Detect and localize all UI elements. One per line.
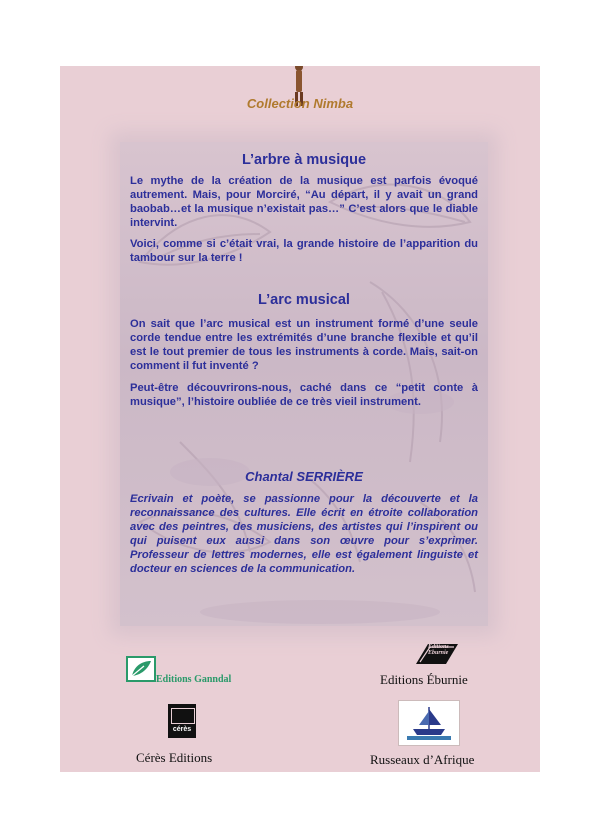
russeaux-ship-icon xyxy=(399,701,459,745)
section1-paragraph-2: Voici, comme si c’était vrai, la grande histoire de l’apparition du tambour sur la terre ! xyxy=(130,238,478,264)
ceres-logo-text: cérès xyxy=(172,726,192,733)
ganndal-logo xyxy=(126,656,156,682)
author-bio: Ecrivain et poète, se passionne pour la découverte et la reconnaissance des cultures. Elle écrit en étroite collaboration avec des peintres, des musiciens, des artistes qui l’inspirent ou qui puisent eux aussi dans son œuvre pour s’exprimer. Professeur de lettres modernes, elle est également linguiste et docteur en sciences de la communication. xyxy=(130,493,478,575)
section1-title: L’arbre à musique xyxy=(241,152,367,168)
section2-paragraph-2: Peut-être découvrirons-nous, caché dans ce “petit conte à musique”, l’histoire oubliée de ce très vieil instrument. xyxy=(130,382,478,408)
ceres-logo xyxy=(168,704,196,738)
back-cover xyxy=(60,66,540,772)
section1-paragraph-1: Le mythe de la création de la musique est parfois évoqué autrement. Mais, pour Morciré, “Au départ, il y avait un grand baobab…et la musique n’existait pas…” C’est alors que le diable intervint. xyxy=(130,175,478,229)
russeaux-label: Russeaux d’Afrique xyxy=(370,752,475,767)
ganndal-leaf-icon xyxy=(126,656,156,682)
ganndal-label: Editions Ganndal xyxy=(156,674,232,685)
section1-body xyxy=(130,174,478,265)
section2-title: L’arc musical xyxy=(258,292,350,308)
text-panel xyxy=(120,142,488,626)
russeaux-logo xyxy=(398,700,460,746)
eburnie-logo xyxy=(412,640,462,668)
eburnie-logo-text: Editions Eburnie xyxy=(428,644,449,656)
ceres-label: Cérès Editions xyxy=(136,750,213,765)
section2-body xyxy=(130,317,478,409)
section2-paragraph-1: On sait que l’arc musical est un instrument formé d’une seule corde tendue entre les extrémités d’une branche flexible et qu’il est le tout premier de tous les instruments à corde. Mais, sait-on comment il fut inventé ? xyxy=(130,318,478,372)
ceres-columns-icon xyxy=(171,708,195,724)
author-name: Chantal SERRIÈRE xyxy=(245,469,363,484)
series-title: Collection Nimba xyxy=(246,96,354,111)
eburnie-label: Editions Éburnie xyxy=(380,672,468,687)
